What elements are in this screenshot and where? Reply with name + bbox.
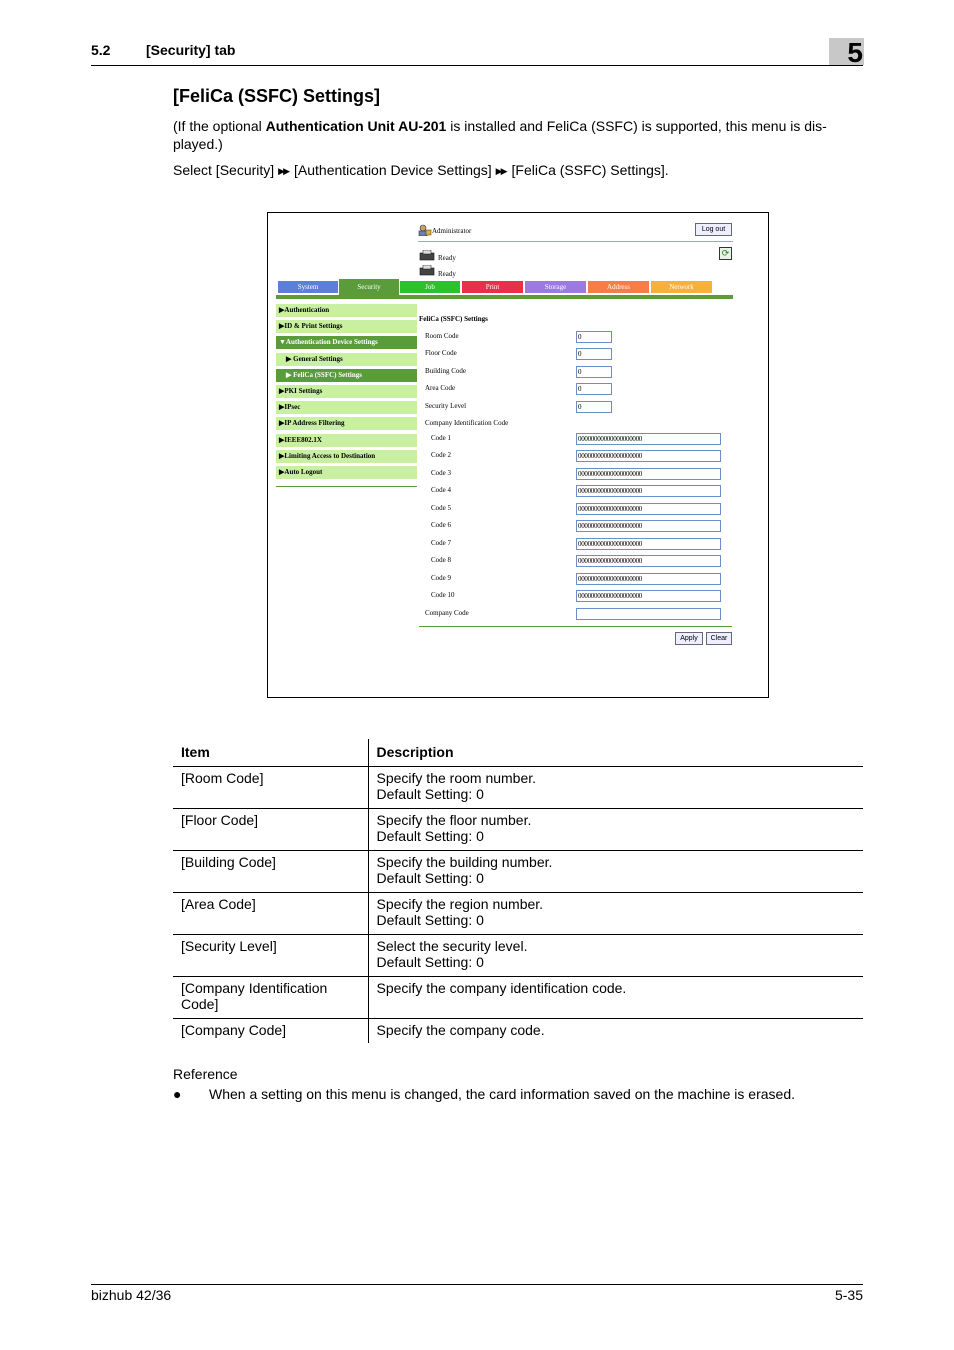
menu-ip-filtering[interactable]: ▶IP Address Filtering [276, 417, 417, 430]
row-description [368, 976, 863, 1018]
intro-paragraph [173, 117, 853, 153]
column-header-item: Item [173, 739, 368, 766]
printer-icon [419, 249, 435, 261]
refresh-icon[interactable]: ⟳ [719, 247, 732, 260]
desc-line-2: Default Setting: 0 [376, 953, 484, 970]
code-2-label: Code 2 [431, 451, 452, 459]
code-10-label: Code 10 [431, 591, 455, 599]
desc-line-1: Specify the floor number. [376, 811, 532, 828]
row-description [368, 1018, 863, 1043]
status-ready-2: Ready [438, 270, 456, 278]
room-code-label: Room Code [425, 332, 459, 340]
company-code-input[interactable] [576, 608, 721, 620]
menu-felica-settings[interactable]: ▶ FeliCa (SSFC) Settings [276, 369, 417, 382]
footer-page-number: 5-35 [834, 1287, 863, 1303]
double-arrow-icon: ▶▶ [495, 166, 506, 176]
tab-network[interactable]: Network [651, 281, 712, 293]
screenshot-frame [267, 212, 769, 698]
section-title: [Security] tab [146, 42, 236, 58]
row-item: [Area Code] [173, 892, 368, 934]
desc-line-2: Default Setting: 0 [376, 911, 484, 928]
building-code-label: Building Code [425, 367, 467, 375]
company-id-label: Company Identification Code [425, 419, 509, 427]
desc-line-1: Specify the building number. [376, 853, 553, 870]
reference-title: Reference [173, 1066, 238, 1082]
printer-icon [419, 264, 435, 276]
code-5-input[interactable]: 00000000000000000000 [576, 503, 721, 515]
menu-bottom-line [276, 486, 417, 487]
tab-underline [276, 295, 733, 299]
desc-line-1: Specify the region number. [376, 895, 544, 912]
row-description [368, 808, 863, 850]
room-code-input[interactable]: 0 [576, 331, 612, 343]
menu-pki-settings[interactable]: ▶PKI Settings [276, 385, 417, 398]
floor-code-label: Floor Code [425, 349, 457, 357]
code-7-label: Code 7 [431, 539, 452, 547]
table-header-row [173, 739, 863, 766]
menu-auth-device-settings[interactable]: ▼Authentication Device Settings [276, 336, 417, 349]
divider [418, 241, 733, 242]
row-item: [Building Code] [173, 850, 368, 892]
area-code-label: Area Code [425, 384, 456, 392]
tab-storage[interactable]: Storage [525, 281, 586, 293]
row-description [368, 850, 863, 892]
code-8-input[interactable]: 00000000000000000000 [576, 555, 721, 567]
row-description [368, 934, 863, 976]
chapter-badge [829, 37, 864, 68]
menu-auto-logout[interactable]: ▶Auto Logout [276, 466, 417, 479]
double-arrow-icon: ▶▶ [278, 166, 288, 176]
tab-security[interactable]: Security [339, 279, 399, 295]
menu-ieee8021x[interactable]: ▶IEEE802.1X [276, 434, 417, 447]
code-1-label: Code 1 [431, 434, 452, 442]
form-title: FeliCa (SSFC) Settings [419, 315, 488, 323]
table-row [173, 892, 863, 934]
page-header [91, 42, 863, 66]
chapter-number: 5 [847, 37, 863, 68]
menu-general-settings[interactable]: ▶ General Settings [276, 353, 417, 366]
code-7-input[interactable]: 00000000000000000000 [576, 538, 721, 550]
select-path [173, 161, 853, 180]
code-1-input[interactable]: 00000000000000000000 [576, 433, 721, 445]
intro-post: is installed and FeliCa (SSFC) is supported, this menu is dis-played.) [173, 118, 827, 152]
row-item: [Company Identification Code] [173, 976, 368, 1018]
area-code-input[interactable]: 0 [576, 383, 612, 395]
code-10-input[interactable]: 00000000000000000000 [576, 590, 721, 602]
table-row [173, 1018, 863, 1043]
tab-address[interactable]: Address [588, 281, 649, 293]
code-5-label: Code 5 [431, 504, 452, 512]
row-item: [Security Level] [173, 934, 368, 976]
menu-id-print-settings[interactable]: ▶ID & Print Settings [276, 320, 417, 333]
bullet-icon: ● [173, 1086, 182, 1102]
admin-user-icon [418, 223, 432, 235]
tab-system[interactable]: System [278, 281, 338, 293]
security-level-label: Security Level [425, 402, 467, 410]
path-auth-device: [Authentication Device Settings] [294, 162, 492, 178]
desc-line-1: Select the security level. [376, 937, 528, 954]
desc-line-1: Specify the company code. [376, 1021, 545, 1038]
menu-authentication[interactable]: ▶Authentication [276, 304, 417, 317]
code-8-label: Code 8 [431, 556, 452, 564]
code-4-label: Code 4 [431, 486, 452, 494]
code-6-input[interactable]: 00000000000000000000 [576, 520, 721, 532]
code-3-label: Code 3 [431, 469, 452, 477]
row-description [368, 892, 863, 934]
intro-pre: (If the optional [173, 118, 266, 134]
row-item: [Floor Code] [173, 808, 368, 850]
logout-button[interactable]: Log out [695, 223, 732, 236]
section-number: 5.2 [91, 42, 111, 58]
table-row [173, 850, 863, 892]
code-3-input[interactable]: 00000000000000000000 [576, 468, 721, 480]
desc-line-1: Specify the room number. [376, 769, 537, 786]
desc-line-2: Default Setting: 0 [376, 827, 484, 844]
intro-bold: Authentication Unit AU-201 [265, 118, 447, 134]
form-bottom-line [419, 626, 732, 627]
admin-label: Administrator [432, 227, 472, 235]
settings-table [173, 739, 863, 1043]
tab-job[interactable]: Job [400, 281, 460, 293]
code-9-label: Code 9 [431, 574, 452, 582]
path-security: Select [Security] [173, 162, 275, 178]
apply-button[interactable]: Apply [675, 632, 703, 645]
tab-print[interactable]: Print [462, 281, 523, 293]
column-header-description: Description [368, 739, 863, 766]
page-title: [FeliCa (SSFC) Settings] [173, 86, 381, 106]
desc-line-1: Specify the company identification code. [376, 979, 627, 996]
clear-button[interactable]: Clear [706, 632, 732, 645]
security-level-input[interactable]: 0 [576, 401, 612, 413]
floor-code-input[interactable]: 0 [576, 348, 612, 360]
menu-ipsec[interactable]: ▶IPsec [276, 401, 417, 414]
reference-text: When a setting on this menu is changed, the card information saved on the machine is erased. [209, 1086, 796, 1102]
code-4-input[interactable]: 00000000000000000000 [576, 485, 721, 497]
table-row [173, 976, 863, 1018]
company-code-label: Company Code [425, 609, 469, 617]
desc-line-2: Default Setting: 0 [376, 785, 484, 802]
row-item: [Room Code] [173, 766, 368, 808]
status-ready-1: Ready [438, 254, 456, 262]
code-2-input[interactable]: 00000000000000000000 [576, 450, 721, 462]
table-row [173, 766, 863, 808]
desc-line-2: Default Setting: 0 [376, 869, 484, 886]
table-row [173, 934, 863, 976]
table-row [173, 808, 863, 850]
footer-product: bizhub 42/36 [91, 1287, 172, 1303]
building-code-input[interactable]: 0 [576, 366, 612, 378]
code-6-label: Code 6 [431, 521, 452, 529]
row-description [368, 766, 863, 808]
row-item: [Company Code] [173, 1018, 368, 1043]
path-felica: [FeliCa (SSFC) Settings]. [511, 162, 669, 178]
menu-limiting-access[interactable]: ▶Limiting Access to Destination [276, 450, 417, 463]
footer-divider [91, 1284, 863, 1285]
code-9-input[interactable]: 00000000000000000000 [576, 573, 721, 585]
